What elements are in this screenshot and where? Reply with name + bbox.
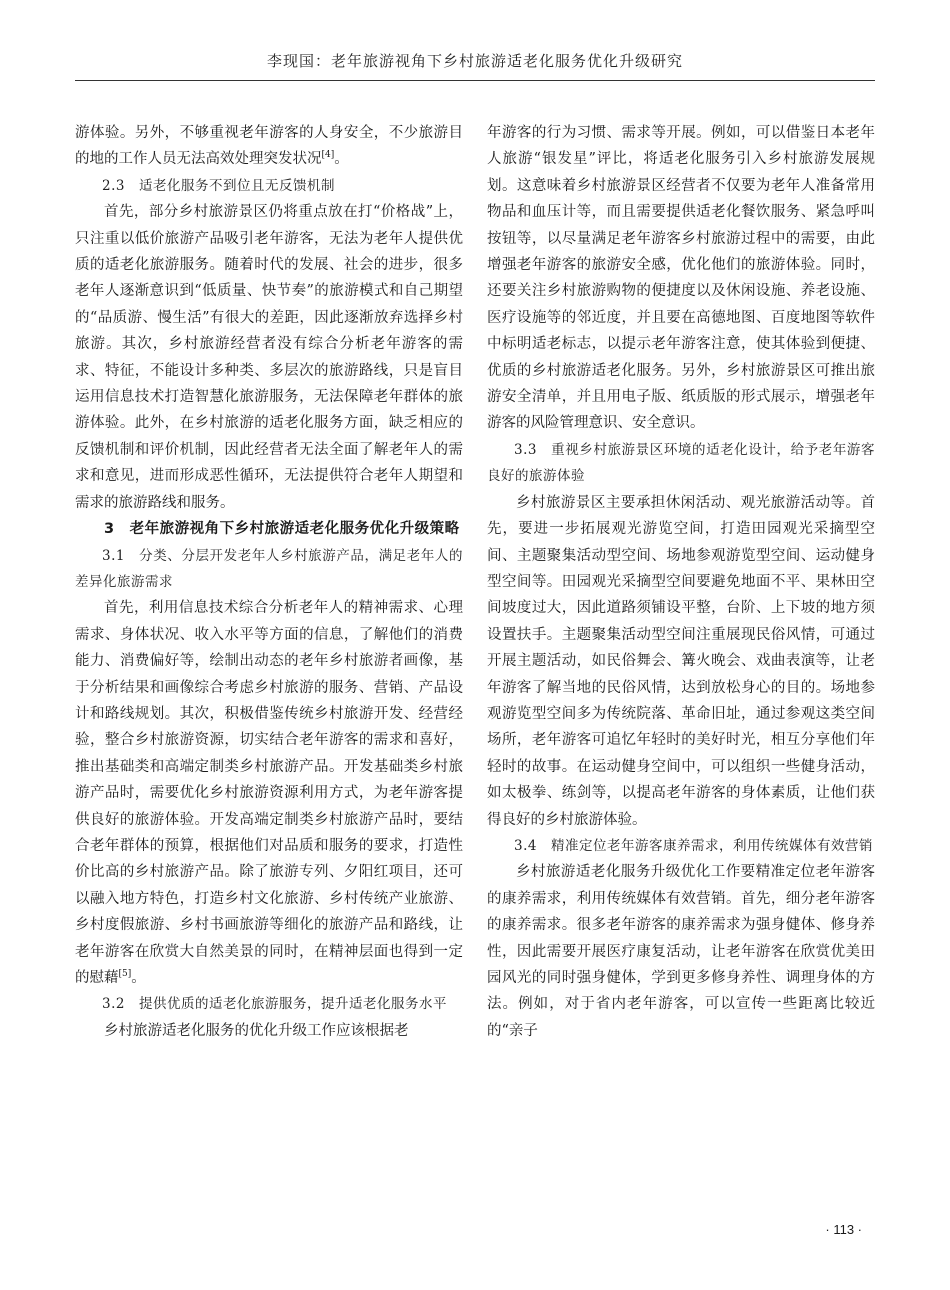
section-heading-2-3: 2.3 适老化服务不到位且无反馈机制 (102, 177, 335, 194)
paragraph-3-2: 乡村旅游适老化服务的优化升级工作应该根据老 (104, 1022, 409, 1039)
paragraph-text: 游体验。另外，不够重视老年游客的人身安全，不少旅游目的地的工作人员无法高效处理突发状况 (75, 125, 463, 168)
running-header: 李现国：老年旅游视角下乡村旅游适老化服务优化升级研究 (266, 52, 683, 70)
paragraph-3-2-continued: 年游客的行为习惯、需求等开展。例如，可以借鉴日本老年人旅游“银发星”评比，将适老化服务引入乡村旅游发展规划。这意味着乡村旅游景区经营者不仅要为老年人准备常用物品和血压计等，而且需要提供适老化餐饮服务、紧急呼叫按钮等，以尽量满足老年游客乡村旅游过程中的需要，由此增强老年游客的旅游安全感，优化他们的旅游体验。同时，还要关注乡村旅游购物的便捷度以及休闲设施、养老设施、医疗设施等的邻近度，并且要在高德地图、百度地图等软件中标明适老标志，以提示老年游客注意，使其体验到便捷、优质的乡村旅游适老化服务。另外，乡村旅游景区可推出旅游安全清单，并且用电子版、纸质版的形式展示，增强老年游客的风险管理意识、安全意识。 (487, 125, 875, 432)
paragraph-text: 首先，利用信息技术综合分析老年人的精神需求、心理需求、身体状况、收入水平等方面的信息，了解他们的消费能力、消费偏好等，绘制出动态的老年乡村旅游者画像，基于分析结果和画像综合考虑乡村旅游的服务、营销、产品设计和路线规划。其次，积极借鉴传统乡村旅游开发、经营经验，整合乡村旅游资源，切实结合老年游客的需求和喜好，推出基础类和高端定制类乡村旅游产品。开发基础类乡村旅游产品时，需要优化乡村旅游资源利用方式，为老年游客提供良好的旅游体验。开发高端定制类乡村旅游产品时，要结合老年群体的预算，根据他们对品质和服务的要求，打造性价比高的乡村旅游产品。除了旅游专列、夕阳红项目，还可以融入地方特色，打造乡村文化旅游、乡村传统产业旅游、乡村度假旅游、乡村书画旅游等细化的旅游产品和路线，让老年游客在欣赏大自然美景的同时，在精神层面也得到一定的慰藉 (75, 600, 463, 986)
section-heading-3-1: 3.1 分类、分层开发老年人乡村旅游产品，满足老年人的差异化旅游需求 (75, 547, 463, 590)
paragraph-3-3: 乡村旅游景区主要承担休闲活动、观光旅游活动等。首先，要进一步拓展观光游览空间，打造田园观光采摘型空间、主题聚集活动型空间、场地参观游览型空间、运动健身型空间等。田园观光采摘型空间要避免地面不平、果林田空间坡度过大，因此道路须铺设平整，台阶、上下坡的地方须设置扶手。主题聚集活动型空间注重展现民俗风情，可通过开展主题活动，如民俗舞会、篝火晚会、戏曲表演等，让老年游客了解当地的民俗风情，达到放松身心的目的。场地参观游览型空间多为传统院落、革命旧址，通过参观这类空间场所，老年游客可追忆年轻时的美好时光，相互分享他们年轻时的故事。在运动健身空间中，可以组织一些健身活动，如太极拳、练剑等，以提高老年游客的身体素质，让他们获得良好的乡村旅游体验。 (487, 494, 875, 828)
paragraph-end: 。 (131, 970, 146, 986)
paragraph-end: 。 (334, 151, 349, 168)
section-heading-3-2: 3.2 提供优质的适老化旅游服务，提升适老化服务水平 (102, 996, 447, 1013)
section-heading-3: 3 老年旅游视角下乡村旅游适老化服务优化升级策略 (104, 521, 460, 538)
paragraph-continued (75, 120, 463, 173)
paragraph-2-3: 首先，部分乡村旅游景区仍将重点放在打“价格战”上，只注重以低价旅游产品吸引老年游客，无法为老年人提供优质的适老化旅游服务。随着时代的发展、社会的进步，很多老年人逐渐意识到“低质量、快节奏”的旅游模式和自己期望的“品质游、慢生活”有很大的差距，因此逐渐放弃选择乡村旅游。其次，乡村旅游经营者没有综合分析老年游客的需求、特征，不能设计多种类、多层次的旅游路线，只是盲目运用信息技术打造智慧化旅游服务，无法保障老年群体的旅游体验。此外，在乡村旅游的适老化服务方面，缺乏相应的反馈机制和评价机制，因此经营者无法全面了解老年人的需求和意见，进而形成恶性循环，无法提供符合老年人期望和需求的旅游路线和服务。 (75, 204, 463, 511)
paragraph-3-4: 乡村旅游适老化服务升级优化工作要精准定位老年游客的康养需求，利用传统媒体有效营销。首先，细分老年游客的康养需求。很多老年游客的康养需求为强身健体、修身养性，因此需要开展医疗康复活动，让老年游客在欣赏优美田园风光的同时强身健体，学到更多修身养性、调理身体的方法。例如，对于省内老年游客，可以宣传一些距离比较近的“亲子 (487, 864, 875, 1039)
citation-ref: [5] (118, 969, 132, 980)
right-column (487, 120, 875, 1044)
header-rule (75, 80, 875, 81)
left-column (75, 120, 463, 1044)
section-heading-3-3: 3.3 重视乡村旅游景区环境的适老化设计，给予老年游客良好的旅游体验 (487, 441, 875, 485)
citation-ref: [4] (321, 150, 335, 161)
section-heading-3-4: 3.4 精准定位老年游客康养需求，利用传统媒体有效营销 (514, 837, 873, 854)
paragraph-3-1 (75, 595, 463, 991)
page-number: · 113 · (825, 1222, 862, 1237)
